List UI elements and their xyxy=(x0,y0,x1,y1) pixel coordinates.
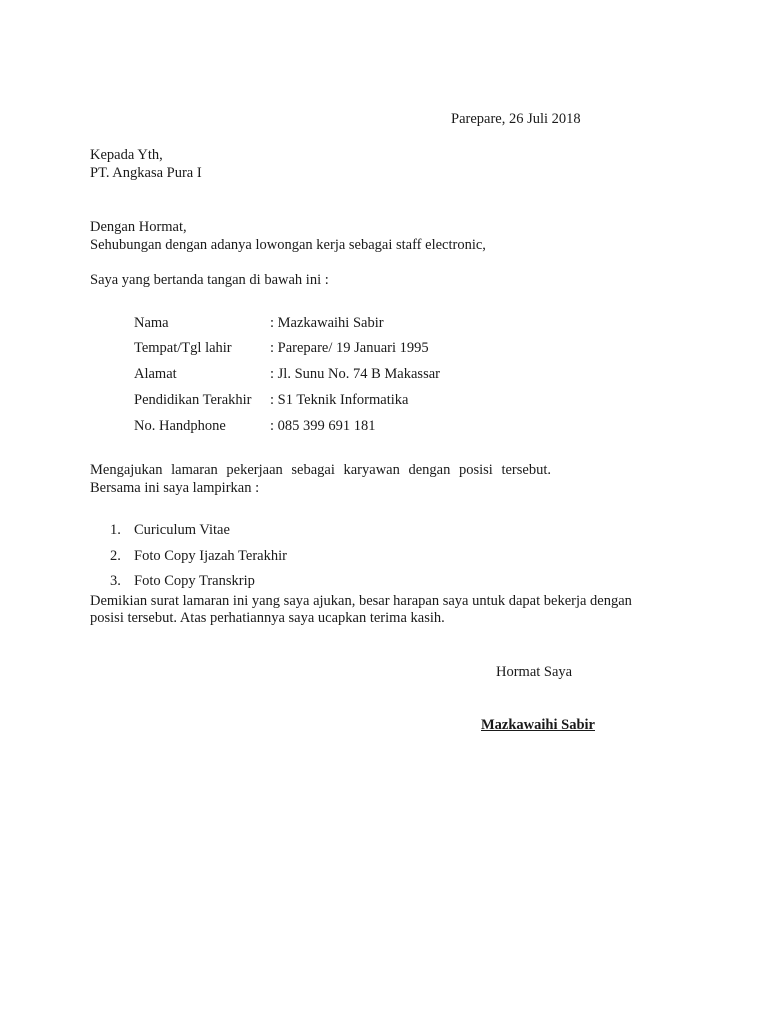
attachment-number: 2. xyxy=(110,548,121,564)
attachment-item xyxy=(110,547,287,565)
closing-text: posisi tersebut. Atas perhatiannya saya ucapkan terima kasih. xyxy=(90,610,445,626)
recipient-company: PT. Angkasa Pura I xyxy=(90,165,202,181)
attachment-intro: Bersama ini saya lampirkan : xyxy=(90,480,260,496)
detail-label: Tempat/Tgl lahir xyxy=(134,340,232,356)
detail-value: : Mazkawaihi Sabir xyxy=(270,315,384,331)
detail-label: Pendidikan Terakhir xyxy=(134,392,252,408)
recipient-line: Kepada Yth, xyxy=(90,147,163,163)
attachment-text: Foto Copy Ijazah Terakhir xyxy=(134,548,287,564)
detail-value: : 085 399 691 181 xyxy=(270,418,376,434)
detail-label: No. Handphone xyxy=(134,418,226,434)
declaration-text: Saya yang bertanda tangan di bawah ini : xyxy=(90,272,329,288)
attachment-text: Foto Copy Transkrip xyxy=(134,573,255,589)
detail-label: Alamat xyxy=(134,366,177,382)
submission-text: Mengajukan lamaran pekerjaan sebagai karyawan dengan posisi tersebut. xyxy=(90,462,551,478)
signer-name: Mazkawaihi Sabir xyxy=(481,717,595,733)
regards-text: Hormat Saya xyxy=(496,664,573,680)
attachment-number: 3. xyxy=(110,573,121,589)
detail-value: : Jl. Sunu No. 74 B Makassar xyxy=(270,366,440,382)
intro-text: Sehubungan dengan adanya lowongan kerja sebagai staff electronic, xyxy=(90,237,486,253)
closing-text: Demikian surat lamaran ini yang saya ajukan, besar harapan saya untuk dapat bekerja dengan xyxy=(90,593,632,609)
attachment-item xyxy=(110,572,255,590)
attachment-item xyxy=(110,521,230,539)
attachment-number: 1. xyxy=(110,522,121,538)
detail-value: : S1 Teknik Informatika xyxy=(270,392,409,408)
place-date: Parepare, 26 Juli 2018 xyxy=(451,111,581,127)
detail-value: : Parepare/ 19 Januari 1995 xyxy=(270,340,429,356)
greeting: Dengan Hormat, xyxy=(90,219,187,235)
detail-label: Nama xyxy=(134,315,169,331)
attachment-text: Curiculum Vitae xyxy=(134,522,230,538)
